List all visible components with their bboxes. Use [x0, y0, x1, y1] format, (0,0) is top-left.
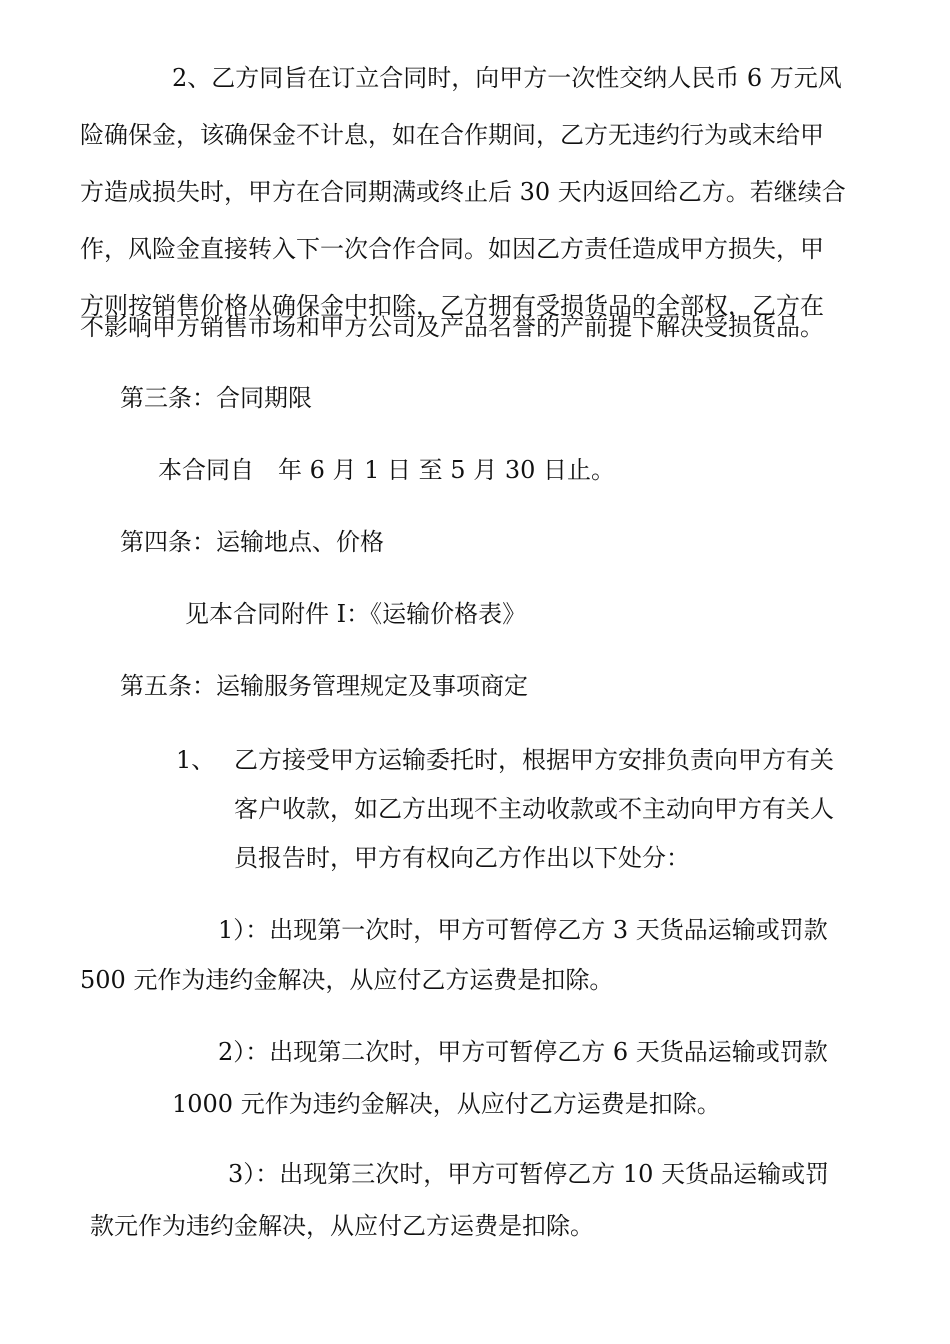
article5-item1-line-2: 客户收款，如乙方出现不主动收款或不主动向甲方有关人 [234, 795, 834, 823]
article5-heading: 第五条：运输服务管理规定及事项商定 [120, 672, 528, 700]
article5-sub1-line-2: 500 元作为违约金解决，从应付乙方运费是扣除。 [80, 966, 614, 994]
article5-sub3-line-2: 款元作为违约金解决，从应付乙方运费是扣除。 [90, 1212, 594, 1240]
article5-sub2-line-1: 2）：出现第二次时，甲方可暂停乙方 6 天货品运输或罚款 [218, 1038, 828, 1066]
article3-heading: 第三条：合同期限 [120, 384, 312, 412]
clause2-line-2: 险确保金，该确保金不计息，如在合作期间，乙方无违约行为或末给甲 [80, 121, 824, 149]
clause2-line-6: 不影响甲方销售市场和甲方公司及产品名誉的产前提下解决受损货品。 [80, 313, 824, 341]
article5-item1-number: 1、 [176, 746, 216, 774]
article5-sub3-line-1: 3）：出现第三次时，甲方可暂停乙方 10 天货品运输或罚 [228, 1160, 830, 1188]
article4-text: 见本合同附件 I：《运输价格表》 [185, 600, 527, 628]
article5-sub1-line-1: 1）：出现第一次时，甲方可暂停乙方 3 天货品运输或罚款 [218, 916, 828, 944]
clause2-line-3: 方造成损失时，甲方在合同期满或终止后 30 天内返回给乙方。若继续合 [80, 178, 846, 206]
article5-item1-line-3: 员报告时，甲方有权向乙方作出以下处分： [234, 844, 690, 872]
clause2-line-5: 方则按销售价格从确保金中扣除，乙方拥有受损货品的全部权，乙方在 [80, 292, 824, 320]
article3-text: 本合同自 年 6 月 1 日 至 5 月 30 日止。 [158, 456, 616, 484]
article5-sub2-line-2: 1000 元作为违约金解决，从应付乙方运费是扣除。 [172, 1090, 721, 1118]
clause2-line-1: 2、乙方同旨在订立合同时，向甲方一次性交纳人民币 6 万元风 [172, 64, 842, 92]
article4-heading: 第四条：运输地点、价格 [120, 528, 384, 556]
clause2-line-4: 作，风险金直接转入下一次合作合同。如因乙方责任造成甲方损失，甲 [80, 235, 824, 263]
article5-item1-line-1: 乙方接受甲方运输委托时，根据甲方安排负责向甲方有关 [234, 746, 834, 774]
